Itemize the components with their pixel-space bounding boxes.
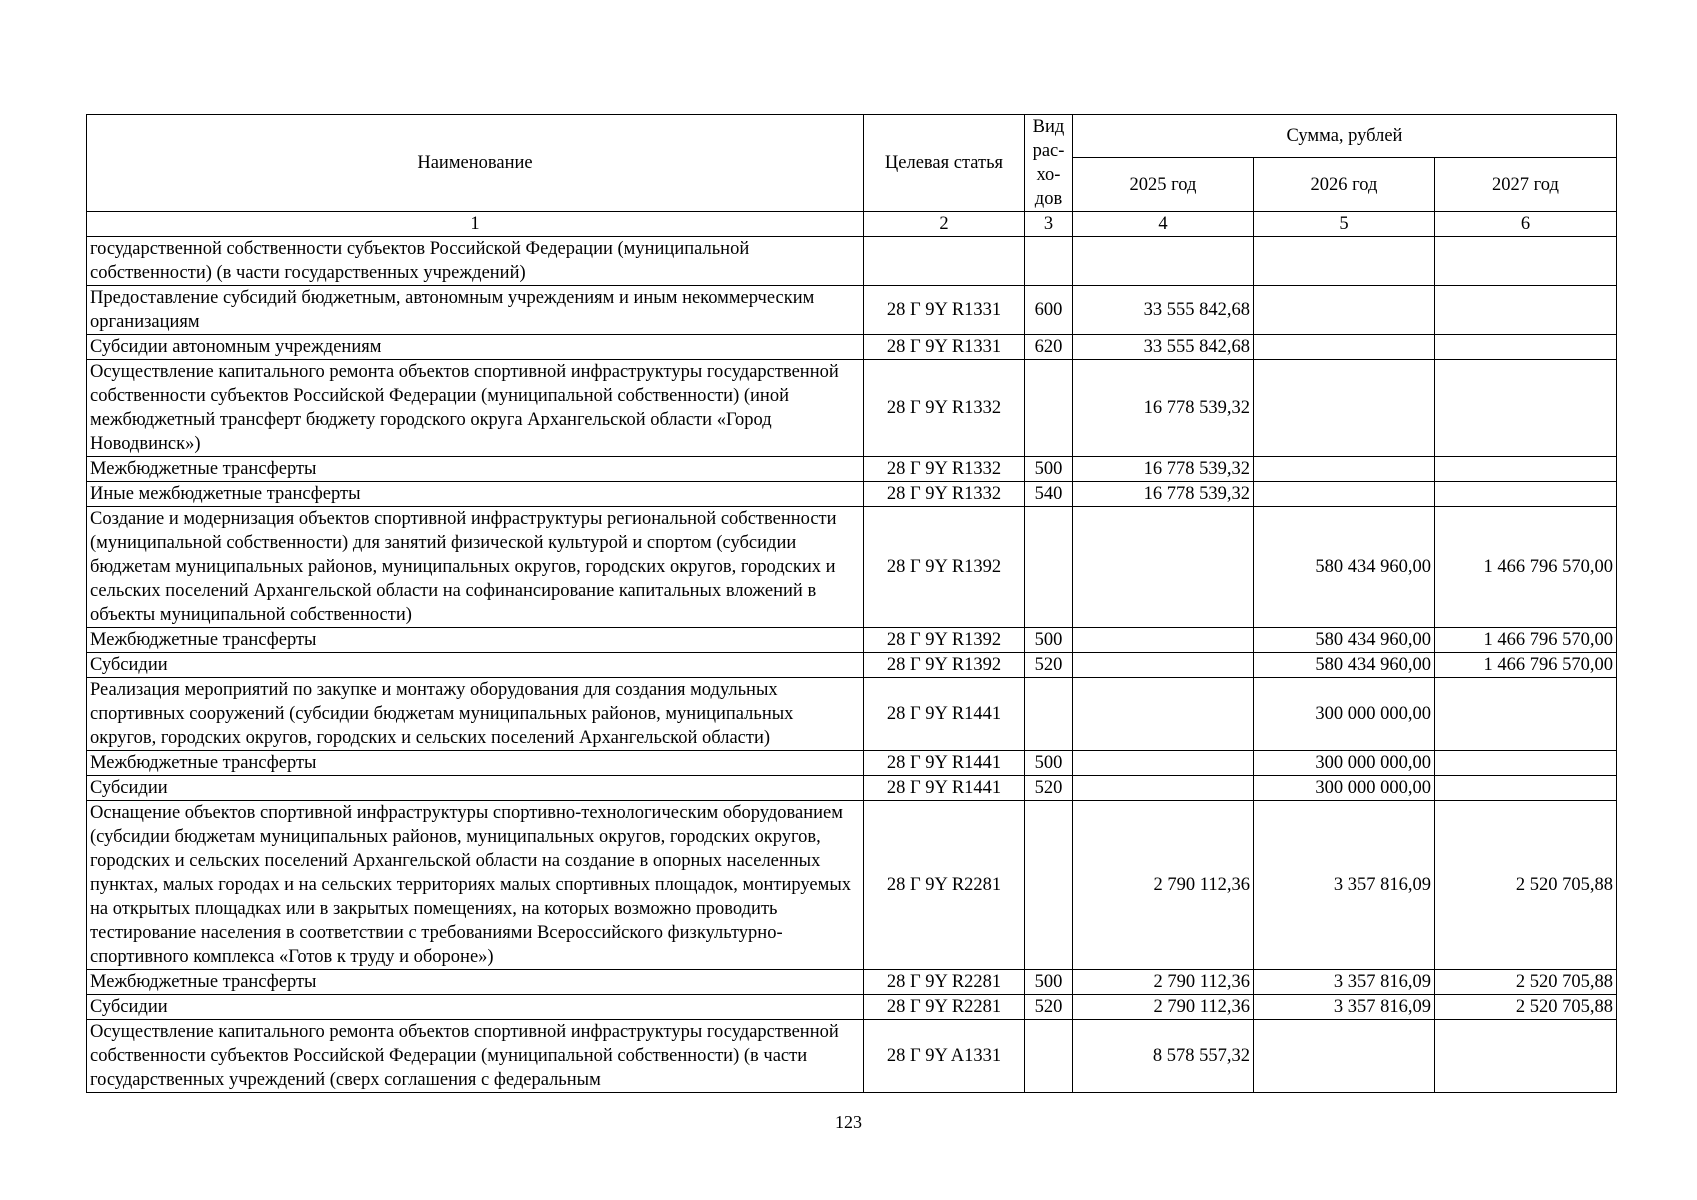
row-amount-2027 — [1435, 237, 1617, 286]
header-year-2027: 2027 год — [1435, 158, 1617, 212]
header-name: Наименование — [87, 115, 864, 212]
row-amount-2026 — [1254, 237, 1435, 286]
row-amount-2027: 2 520 705,88 — [1435, 970, 1617, 995]
row-amount-2025: 33 555 842,68 — [1073, 286, 1254, 335]
row-name: Межбюджетные трансферты — [87, 628, 864, 653]
row-name: Иные межбюджетные трансферты — [87, 482, 864, 507]
row-amount-2027 — [1435, 457, 1617, 482]
row-amount-2027: 1 466 796 570,00 — [1435, 507, 1617, 628]
row-expense-type: 520 — [1025, 776, 1073, 801]
row-target-article: 28 Г 9Y R1392 — [864, 628, 1025, 653]
row-target-article: 28 Г 9Y R1331 — [864, 286, 1025, 335]
header-year-2025: 2025 год — [1073, 158, 1254, 212]
row-name: Реализация мероприятий по закупке и монтажу оборудования для создания модульных спортивных сооружений (субсидии бюджетам муниципальных районов, муниципальных округов, городских округов, городских и сельских поселений Архангельской области) — [87, 678, 864, 751]
row-amount-2025: 16 778 539,32 — [1073, 482, 1254, 507]
row-amount-2027: 1 466 796 570,00 — [1435, 628, 1617, 653]
table-row — [87, 482, 1617, 507]
row-target-article: 28 Г 9Y R1332 — [864, 360, 1025, 457]
row-amount-2026 — [1254, 286, 1435, 335]
row-amount-2025: 2 790 112,36 — [1073, 995, 1254, 1020]
row-amount-2025: 2 790 112,36 — [1073, 801, 1254, 970]
row-name: Субсидии — [87, 776, 864, 801]
column-number: 4 — [1073, 212, 1254, 237]
table-row — [87, 237, 1617, 286]
table-header — [87, 115, 1617, 237]
row-target-article: 28 Г 9Y R1392 — [864, 653, 1025, 678]
row-amount-2025 — [1073, 653, 1254, 678]
row-target-article: 28 Г 9Y R1441 — [864, 776, 1025, 801]
column-number: 3 — [1025, 212, 1073, 237]
row-amount-2026: 3 357 816,09 — [1254, 995, 1435, 1020]
row-expense-type — [1025, 507, 1073, 628]
row-name: Межбюджетные трансферты — [87, 751, 864, 776]
budget-table — [86, 114, 1617, 1093]
row-target-article: 28 Г 9Y R2281 — [864, 970, 1025, 995]
row-expense-type — [1025, 1020, 1073, 1093]
table-body — [87, 237, 1617, 1093]
row-expense-type: 500 — [1025, 457, 1073, 482]
row-amount-2026: 580 434 960,00 — [1254, 507, 1435, 628]
row-amount-2026: 3 357 816,09 — [1254, 801, 1435, 970]
row-name: Осуществление капитального ремонта объектов спортивной инфраструктуры государственной собственности субъектов Российской Федерации (муниципальной собственности) (в части государственных учреждений (сверх соглашения с федеральным — [87, 1020, 864, 1093]
row-amount-2027 — [1435, 751, 1617, 776]
table-row — [87, 776, 1617, 801]
row-expense-type: 540 — [1025, 482, 1073, 507]
row-amount-2027 — [1435, 482, 1617, 507]
row-amount-2027: 1 466 796 570,00 — [1435, 653, 1617, 678]
row-amount-2025 — [1073, 776, 1254, 801]
row-name: Межбюджетные трансферты — [87, 457, 864, 482]
row-amount-2025 — [1073, 237, 1254, 286]
row-amount-2026 — [1254, 482, 1435, 507]
page-number: 123 — [835, 1112, 862, 1132]
header-expense-type: Вид рас-хо-дов — [1025, 115, 1073, 212]
row-amount-2026: 580 434 960,00 — [1254, 628, 1435, 653]
table-row — [87, 653, 1617, 678]
row-name: Осуществление капитального ремонта объектов спортивной инфраструктуры государственной собственности субъектов Российской Федерации (муниципальной собственности) (иной межбюджетный трансферт бюджету городского округа Архангельской области «Город Новодвинск») — [87, 360, 864, 457]
row-target-article: 28 Г 9Y R1441 — [864, 751, 1025, 776]
row-target-article: 28 Г 9Y R2281 — [864, 995, 1025, 1020]
table-row — [87, 507, 1617, 628]
row-target-article: 28 Г 9Y R1332 — [864, 482, 1025, 507]
row-amount-2025: 33 555 842,68 — [1073, 335, 1254, 360]
row-name: государственной собственности субъектов Российской Федерации (муниципальной собственности) (в части государственных учреждений) — [87, 237, 864, 286]
row-expense-type: 520 — [1025, 653, 1073, 678]
row-target-article: 28 Г 9Y R1392 — [864, 507, 1025, 628]
table-row — [87, 678, 1617, 751]
row-amount-2027 — [1435, 776, 1617, 801]
row-name: Оснащение объектов спортивной инфраструктуры спортивно-технологическим оборудованием (субсидии бюджетам муниципальных районов, муниципальных округов, городских округов, городских и сельских поселений Архангельской области на создание в опорных населенных пунктах, малых городах и на сельских территориях малых спортивных площадок, монтируемых на открытых площадках или в закрытых помещениях, на которых возможно проводить тестирование населения в соответствии с требованиями Всероссийского физкультурно-спортивного комплекса «Готов к труду и обороне») — [87, 801, 864, 970]
row-name: Субсидии автономным учреждениям — [87, 335, 864, 360]
row-target-article: 28 Г 9Y R2281 — [864, 801, 1025, 970]
row-expense-type — [1025, 360, 1073, 457]
row-amount-2027 — [1435, 360, 1617, 457]
row-amount-2025: 16 778 539,32 — [1073, 360, 1254, 457]
row-amount-2027: 2 520 705,88 — [1435, 801, 1617, 970]
row-amount-2026 — [1254, 1020, 1435, 1093]
row-name: Субсидии — [87, 653, 864, 678]
row-amount-2027: 2 520 705,88 — [1435, 995, 1617, 1020]
row-amount-2026: 3 357 816,09 — [1254, 970, 1435, 995]
row-amount-2025 — [1073, 751, 1254, 776]
row-amount-2026: 300 000 000,00 — [1254, 751, 1435, 776]
row-target-article: 28 Г 9Y R1332 — [864, 457, 1025, 482]
row-expense-type: 520 — [1025, 995, 1073, 1020]
row-amount-2025: 2 790 112,36 — [1073, 970, 1254, 995]
column-number: 5 — [1254, 212, 1435, 237]
row-amount-2026 — [1254, 457, 1435, 482]
table-row — [87, 801, 1617, 970]
row-amount-2026: 300 000 000,00 — [1254, 678, 1435, 751]
table-row — [87, 970, 1617, 995]
row-expense-type: 500 — [1025, 628, 1073, 653]
row-amount-2026: 580 434 960,00 — [1254, 653, 1435, 678]
row-name: Межбюджетные трансферты — [87, 970, 864, 995]
column-number: 1 — [87, 212, 864, 237]
row-target-article — [864, 237, 1025, 286]
table-row — [87, 751, 1617, 776]
row-expense-type: 620 — [1025, 335, 1073, 360]
row-expense-type: 500 — [1025, 970, 1073, 995]
table-row — [87, 1020, 1617, 1093]
row-amount-2026 — [1254, 335, 1435, 360]
row-expense-type: 500 — [1025, 751, 1073, 776]
table-row — [87, 457, 1617, 482]
row-amount-2026: 300 000 000,00 — [1254, 776, 1435, 801]
row-amount-2025 — [1073, 678, 1254, 751]
row-amount-2027 — [1435, 335, 1617, 360]
row-target-article: 28 Г 9Y R1441 — [864, 678, 1025, 751]
row-amount-2025: 8 578 557,32 — [1073, 1020, 1254, 1093]
table-row — [87, 360, 1617, 457]
row-name: Предоставление субсидий бюджетным, автономным учреждениям и иным некоммерческим организациям — [87, 286, 864, 335]
column-number: 2 — [864, 212, 1025, 237]
row-name: Создание и модернизация объектов спортивной инфраструктуры региональной собственности (муниципальной собственности) для занятий физической культурой и спортом (субсидии бюджетам муниципальных районов, муниципальных округов, городских округов, городских и сельских поселений Архангельской области на софинансирование капитальных вложений в объекты муниципальной собственности) — [87, 507, 864, 628]
row-amount-2025 — [1073, 507, 1254, 628]
table-row — [87, 628, 1617, 653]
table-row — [87, 335, 1617, 360]
row-target-article: 28 Г 9Y A1331 — [864, 1020, 1025, 1093]
column-number-row — [87, 212, 1617, 237]
row-amount-2027 — [1435, 1020, 1617, 1093]
header-target-article: Целевая статья — [864, 115, 1025, 212]
column-number: 6 — [1435, 212, 1617, 237]
row-name: Субсидии — [87, 995, 864, 1020]
row-expense-type — [1025, 678, 1073, 751]
row-expense-type — [1025, 801, 1073, 970]
row-target-article: 28 Г 9Y R1331 — [864, 335, 1025, 360]
table-row — [87, 286, 1617, 335]
table-row — [87, 995, 1617, 1020]
row-amount-2025 — [1073, 628, 1254, 653]
header-sum: Сумма, рублей — [1073, 115, 1617, 158]
row-amount-2027 — [1435, 678, 1617, 751]
row-expense-type: 600 — [1025, 286, 1073, 335]
row-amount-2027 — [1435, 286, 1617, 335]
row-amount-2026 — [1254, 360, 1435, 457]
header-year-2026: 2026 год — [1254, 158, 1435, 212]
row-expense-type — [1025, 237, 1073, 286]
row-amount-2025: 16 778 539,32 — [1073, 457, 1254, 482]
